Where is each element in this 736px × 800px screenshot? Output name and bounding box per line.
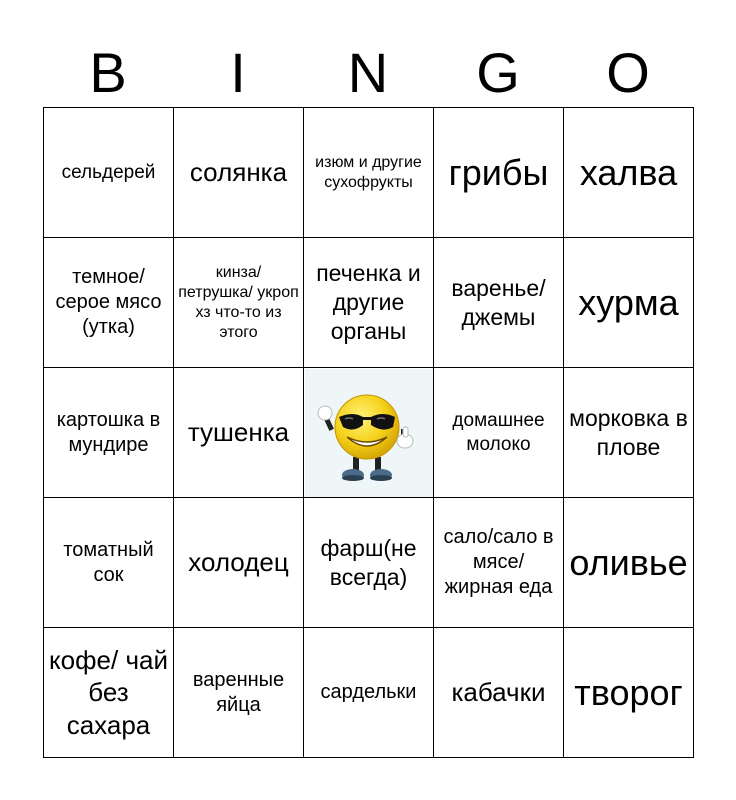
bingo-cell[interactable]: грибы [434, 108, 564, 238]
bingo-cell[interactable]: хурма [564, 238, 694, 368]
header-letter-i: I [230, 41, 246, 104]
bingo-cell[interactable]: сардельки [304, 628, 434, 758]
bingo-cell[interactable]: кабачки [434, 628, 564, 758]
bingo-cell[interactable]: тушенка [174, 368, 304, 498]
board-row-4 [44, 498, 694, 628]
header-letter-n: N [347, 41, 389, 104]
bingo-cell[interactable]: сельдерей [44, 108, 174, 238]
bingo-cell[interactable]: оливье [564, 498, 694, 628]
board-row-5 [44, 628, 694, 758]
free-space-cell[interactable] [304, 368, 434, 498]
bingo-cell[interactable]: варенье/ джемы [434, 238, 564, 368]
bingo-cell[interactable]: домашнее молоко [434, 368, 564, 498]
bingo-board [43, 107, 694, 758]
bingo-cell[interactable]: творог [564, 628, 694, 758]
board-row-2 [44, 238, 694, 368]
bingo-cell[interactable]: кофе/ чай без сахара [44, 628, 174, 758]
board-row-1 [44, 108, 694, 238]
bingo-cell[interactable]: холодец [174, 498, 304, 628]
bingo-cell[interactable]: томатный сок [44, 498, 174, 628]
bingo-header [43, 40, 693, 106]
board-row-3 [44, 368, 694, 498]
bingo-cell[interactable]: кинза/ петрушка/ укроп хз что-то из этого [174, 238, 304, 368]
bingo-cell[interactable]: сало/сало в мясе/ жирная еда [434, 498, 564, 628]
bingo-cell[interactable]: халва [564, 108, 694, 238]
bingo-cell[interactable]: печенка и другие органы [304, 238, 434, 368]
header-letter-g: G [476, 41, 520, 104]
bingo-cell[interactable]: темное/ серое мясо (утка) [44, 238, 174, 368]
bingo-cell[interactable]: варенные яйца [174, 628, 304, 758]
bingo-cell[interactable]: изюм и другие сухофрукты [304, 108, 434, 238]
header-letter-o: O [606, 41, 650, 104]
bingo-cell[interactable]: фарш(не всегда) [304, 498, 434, 628]
header-letter-b: B [89, 41, 127, 104]
bingo-cell[interactable]: морковка в плове [564, 368, 694, 498]
bingo-cell[interactable]: картошка в мундире [44, 368, 174, 498]
cool-smiley-thumbs-up-icon [305, 369, 433, 497]
bingo-cell[interactable]: солянка [174, 108, 304, 238]
